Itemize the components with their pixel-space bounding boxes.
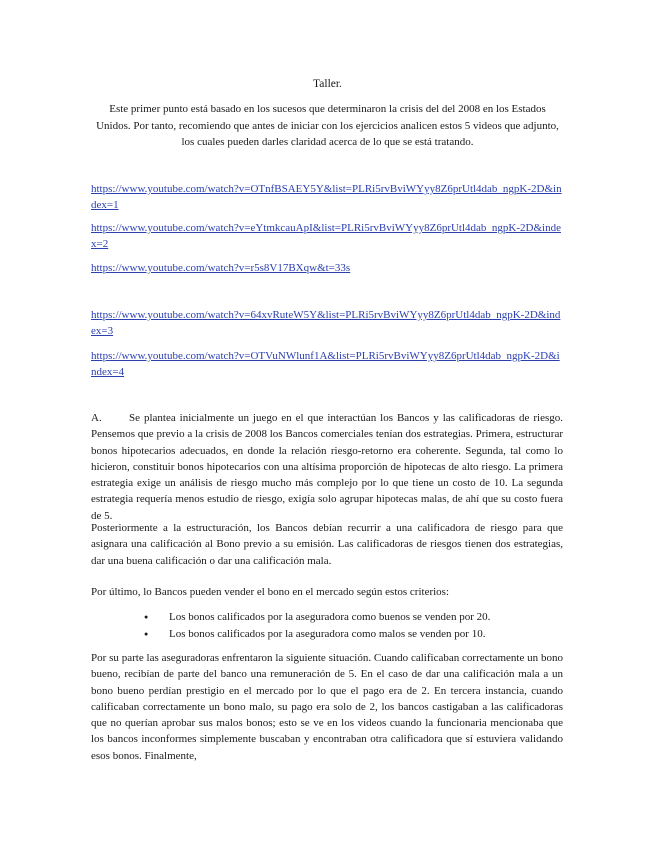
paragraph-a-label: A. [91,412,102,424]
intro-paragraph: Este primer punto está basado en los sucesos que determinaron la crisis del del 2008 en los Estados Unidos. Por tanto, recomiendo que antes de iniciar con los ejercicios analicen estos 5 videos que adjunto, los cuales pueden darles claridad acerca de lo que se está tratando. [96,103,559,148]
paragraph-a [91,410,563,524]
video-link-1-anchor[interactable]: https://www.youtube.com/watch?v=OTnfBSAEY5Y&list=PLRi5rvBviWYyy8Z6prUtl4dab_ngpK-2D&index=1 [91,183,562,211]
paragraph-insurers: Por su parte las aseguradoras enfrentaron la siguiente situación. Cuando calificaban correctamente un bono bueno, recibían de parte del banco una remuneración de 5. En el caso de dar una calificación mala a un bono bueno perdían prestigio en el mercado por lo que el pago era de 2. En tercera instancia, cuando calificaban correctamente un bono malo, su pago era solo de 2, los bancos castigaban a las calificadoras que no querían aprobar sus malos bonos; esto se ve en los videos cuando la funcionaria mencionaba que los bancos inconformes simplemente buscaban y encontraban otra calificadora que sí estuviera validando esos bonos. Finalmente, [91,652,563,762]
video-link-4-anchor[interactable]: https://www.youtube.com/watch?v=64xvRuteW5Y&list=PLRi5rvBviWYyy8Z6prUtl4dab_ngpK-2D&index=3 [91,309,561,337]
video-link-1[interactable] [91,181,563,213]
list-item: ● Los bonos calificados por la aseguradora como buenos se venden por 20. [144,609,564,626]
video-link-5-anchor[interactable]: https://www.youtube.com/watch?v=OTVuNWlunf1A&list=PLRi5rvBviWYyy8Z6prUtl4dab_ngpK-2D&index=4 [91,350,560,378]
list-item: ● Los bonos calificados por la aseguradora como malos se venden por 10. [144,626,564,643]
video-link-3[interactable] [91,260,563,276]
paragraph-structuring: Posteriormente a la estructuración, los Bancos debían recurrir a una calificadora de riesgo para que asignara una calificación al Bono previo a su emisión. Las calificadoras de riesgos tienen dos estrategias, dar una buena calificación o dar una calificación mala. [91,522,563,567]
paragraph-a-text: Se plantea inicialmente un juego en el que interactúan los Bancos y las calificadoras de riesgo. Pensemos que previo a la crisis de 2008 los Bancos comerciales tenían dos estrategias. Primera, estructurar bonos hipotecarios adecuados, en donde la relación riesgo-retorno era coherente. Segunda, tal como lo hicieron, constituir bonos hipotecarios con una altísima proporción de hipotecas de alto riesgo. La primera estrategia exige un análisis de riesgo mucho más complejo por lo que tiene un costo de 10. La segunda estrategia requería menos estudio de riesgo, exigía solo agrupar hipotecas malas, de ahí que su costo fuera de 5. [91,412,563,522]
video-link-4[interactable] [91,307,563,339]
document-title: Taller. [313,78,342,90]
video-link-3-anchor[interactable]: https://www.youtube.com/watch?v=r5s8V17BXqw&t=33s [91,262,351,274]
video-link-5[interactable] [91,348,563,380]
criteria-list [144,609,564,643]
video-link-2-anchor[interactable]: https://www.youtube.com/watch?v=eYtmkcauApI&list=PLRi5rvBviWYyy8Z6prUtl4dab_ngpK-2D&index=2 [91,222,561,250]
paragraph-selling: Por último, lo Bancos pueden vender el bono en el mercado según estos criterios: [91,586,450,598]
video-link-2[interactable] [91,220,563,252]
